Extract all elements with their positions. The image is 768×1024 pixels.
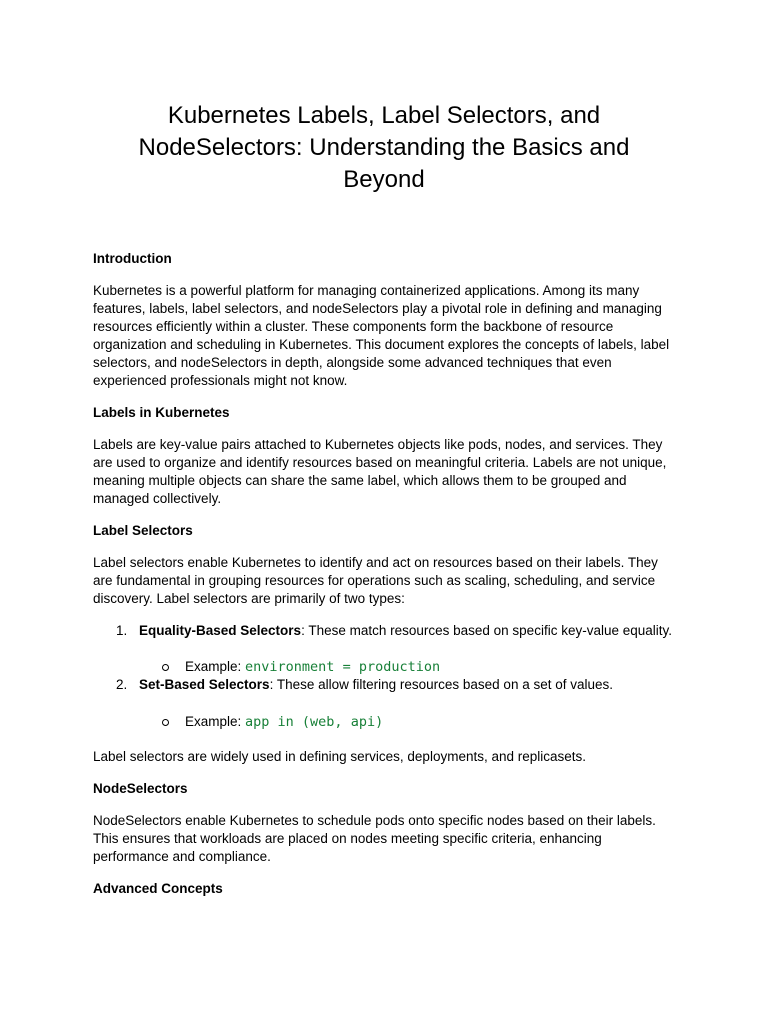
example-item xyxy=(139,658,675,676)
example-code: app in (web, api) xyxy=(245,714,384,730)
selector-type-name: Equality-Based Selectors xyxy=(139,623,302,638)
hollow-bullet-icon xyxy=(162,664,169,671)
heading-labels: Labels in Kubernetes xyxy=(93,405,230,420)
heading-introduction: Introduction xyxy=(93,251,172,266)
list-item-equality-based xyxy=(93,622,675,676)
selector-type-description: : These match resources based on specific key-value equality. xyxy=(301,623,673,638)
hollow-bullet-icon xyxy=(162,719,169,726)
example-label: Example: xyxy=(185,714,246,729)
selector-types-list xyxy=(93,622,675,731)
paragraph-nodeselectors: NodeSelectors enable Kubernetes to schedule pods onto specific nodes based on their labels. This ensures that workloads are placed on nodes meeting specific criteria, enhancing performance and compliance. xyxy=(93,813,656,864)
list-item-set-based xyxy=(93,676,675,731)
selector-type-name: Set-Based Selectors xyxy=(139,677,270,692)
selector-type-description: : These allow filtering resources based on a set of values. xyxy=(269,677,614,692)
document-title: Kubernetes Labels, Label Selectors, and NodeSelectors: Understanding the Basics and Beyond xyxy=(138,102,630,193)
list-number: 1. xyxy=(116,623,128,638)
paragraph-label-selectors: Label selectors enable Kubernetes to identify and act on resources based on their labels. They are fundamental in grouping resources for operations such as scaling, scheduling, and service discovery. Label selectors are primarily of two types: xyxy=(93,555,658,606)
example-sublist xyxy=(139,658,675,676)
paragraph-selectors-usage: Label selectors are widely used in defining services, deployments, and replicasets. xyxy=(93,749,587,764)
paragraph-introduction: Kubernetes is a powerful platform for managing containerized applications. Among its many features, labels, label selectors, and nodeSelectors play a pivotal role in defining and managing resources efficiently within a cluster. These components form the backbone of resource organization and scheduling in Kubernetes. This document explores the concepts of labels, label selectors, and nodeSelectors in depth, alongside some advanced techniques that even experienced professionals might not know. xyxy=(93,283,670,388)
list-number: 2. xyxy=(116,677,128,692)
heading-nodeselectors: NodeSelectors xyxy=(93,781,188,796)
heading-advanced-concepts: Advanced Concepts xyxy=(93,881,223,896)
example-item xyxy=(139,713,675,731)
example-sublist xyxy=(139,713,675,731)
paragraph-labels: Labels are key-value pairs attached to Kubernetes objects like pods, nodes, and services. They are used to organize and identify resources based on meaningful criteria. Labels are not unique, meaning multiple objects can share the same label, which allows them to be grouped and managed collectively. xyxy=(93,437,667,506)
heading-label-selectors: Label Selectors xyxy=(93,523,193,538)
example-label: Example: xyxy=(185,659,246,674)
example-code: environment = production xyxy=(245,659,441,675)
